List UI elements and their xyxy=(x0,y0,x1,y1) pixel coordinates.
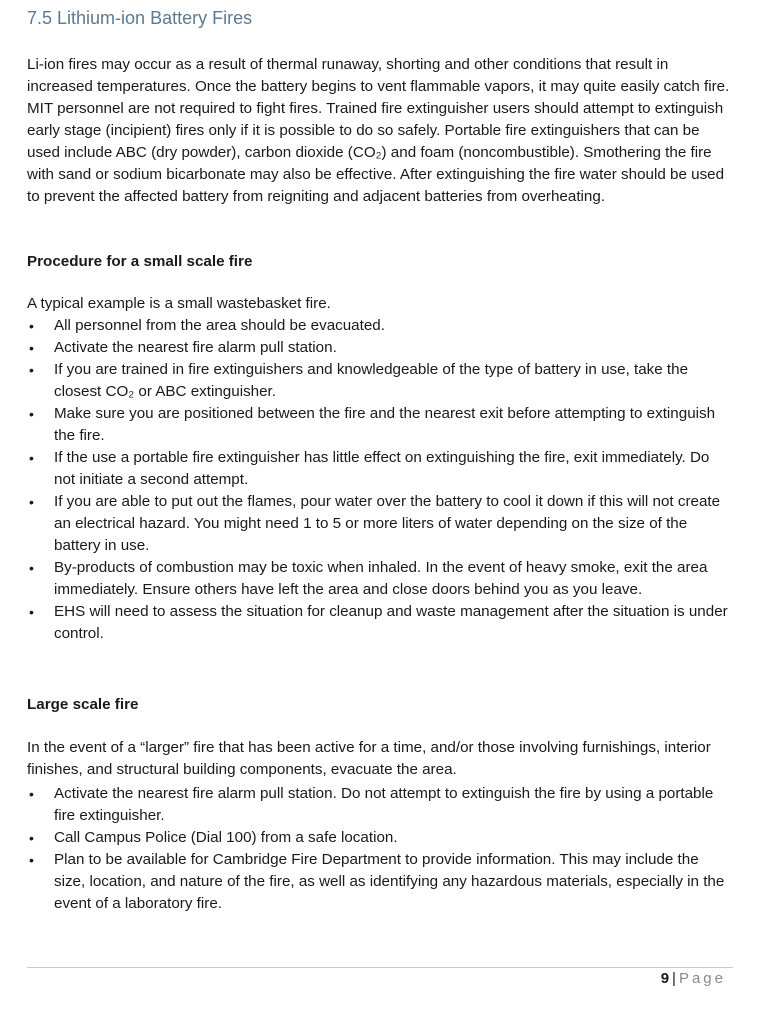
list-item: • Plan to be available for Cambridge Fire Department to provide information. This may include the size, location, and nature of the fire, as well as identifying any hazardous materials, especially in the event of a laboratory fire. xyxy=(29,851,725,912)
bullet-icon: • xyxy=(29,340,34,356)
list-item: • Activate the nearest fire alarm pull station. xyxy=(27,337,733,359)
page-footer xyxy=(661,970,726,987)
footer-divider xyxy=(27,967,733,968)
list-item: • If you are able to put out the flames, pour water over the battery to cool it down if this will not create an electrical hazard. You might need 1 to 5 or more liters of water depending on the size of the battery in use. xyxy=(29,493,721,554)
bullet-icon: • xyxy=(29,318,34,334)
section-heading: 7.5 Lithium-ion Battery Fires xyxy=(27,8,253,28)
bullet-icon: • xyxy=(29,494,34,510)
large-fire-lead: In the event of a “larger” fire that has been active for a time, and/or those involving furnishings, interior finishes, and structural building components, evacuate the area. xyxy=(27,739,711,778)
page-label: Page xyxy=(678,970,726,987)
list-item: • Call Campus Police (Dial 100) from a safe location. xyxy=(27,827,733,849)
bullet-icon: • xyxy=(29,852,34,868)
bullet-icon: • xyxy=(29,830,34,846)
list-item: • By-products of combustion may be toxic when inhaled. In the event of heavy smoke, exit the area immediately. Ensure others have left the area and close doors behind you as you leave. xyxy=(29,559,708,598)
bullet-icon: • xyxy=(29,604,34,620)
list-item: • Make sure you are positioned between the fire and the nearest exit before attempting to extinguish the fire. xyxy=(29,405,716,444)
small-fire-heading: Procedure for a small scale fire xyxy=(27,253,253,270)
list-item: • If you are trained in fire extinguishers and knowledgeable of the type of battery in use, take the closest CO₂ or ABC extinguisher. xyxy=(29,361,689,400)
small-fire-list xyxy=(27,315,733,645)
footer-separator: | xyxy=(672,970,676,987)
list-item: • All personnel from the area should be evacuated. xyxy=(27,315,733,337)
bullet-icon: • xyxy=(29,560,34,576)
bullet-icon: • xyxy=(29,786,34,802)
list-item: • EHS will need to assess the situation for cleanup and waste management after the situation is under control. xyxy=(29,603,728,642)
bullet-icon: • xyxy=(29,362,34,378)
list-item: • Activate the nearest fire alarm pull station. Do not attempt to extinguish the fire by using a portable fire extinguisher. xyxy=(29,785,714,824)
intro-paragraph: Li-ion fires may occur as a result of thermal runaway, shorting and other conditions that result in increased temperatures. Once the battery begins to vent flammable vapors, it may quite easily catch fire. MIT personnel are not required to fight fires. Trained fire extinguisher users should attempt to extinguish early stage (incipient) fires only if it is possible to do so safely. Portable fire extinguishers that can be used include ABC (dry powder), carbon dioxide (CO₂) and foam (noncombustible). Smothering the fire with sand or sodium bicarbonate may also be effective. After extinguishing the fire water should be used to prevent the affected battery from reigniting and adjacent batteries from overheating. xyxy=(27,56,730,205)
small-fire-lead: A typical example is a small wastebasket fire. xyxy=(27,295,331,312)
bullet-icon: • xyxy=(29,450,34,466)
bullet-icon: • xyxy=(29,406,34,422)
list-item: • If the use a portable fire extinguisher has little effect on extinguishing the fire, exit immediately. Do not initiate a second attempt. xyxy=(29,449,710,488)
page-number: 9 xyxy=(660,970,670,987)
large-fire-list xyxy=(27,783,733,915)
large-fire-heading: Large scale fire xyxy=(27,696,139,713)
